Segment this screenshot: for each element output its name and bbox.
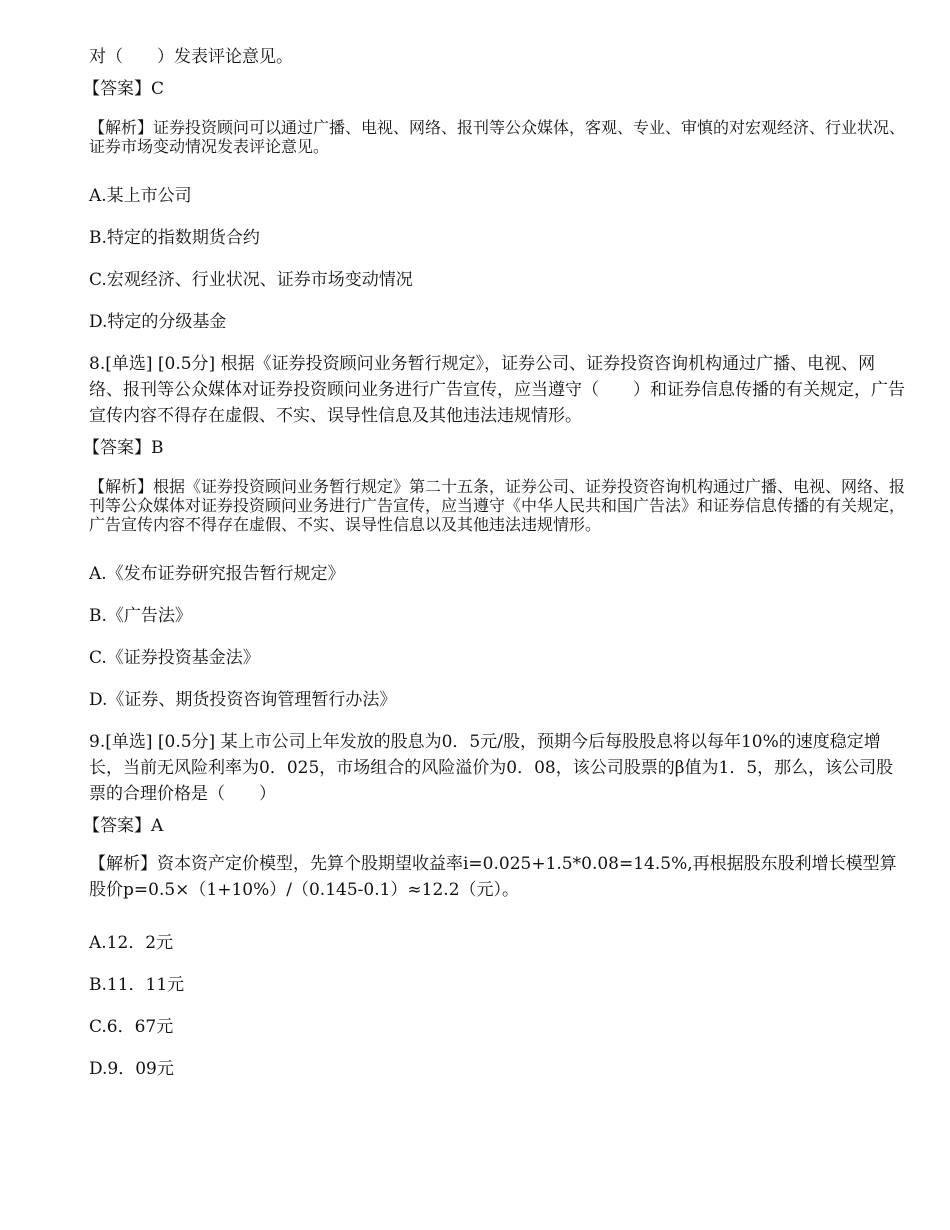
q8-option-a: A.《发布证券研究报告暂行规定》 — [89, 564, 345, 584]
q9-option-d: D.9．09元 — [89, 1059, 174, 1079]
q8-option-c: C.《证券投资基金法》 — [89, 648, 260, 668]
q8-answer: 【答案】B — [83, 438, 164, 458]
q9-explanation: 【解析】资本资产定价模型，先算个股期望收益率i=0.025+1.5*0.08=14.5%,再根据股东股利增长模型算股价p=0.5×（1+10%）/（0.145-0.1）≈12.2（元）。 — [89, 854, 897, 900]
document-page — [83, 44, 907, 1082]
q7-explanation: 【解析】证券投资顾问可以通过广播、电视、网络、报刊等公众媒体，客观、专业、审慎的对宏观经济、行业状况、证券市场变动情况发表评论意见。 — [89, 118, 906, 156]
q9-option-c: C.6．67元 — [89, 1017, 174, 1037]
q9-option-a: A.12．2元 — [89, 933, 174, 953]
q7-stem-tail: 对（ ）发表评论意见。 — [89, 47, 293, 67]
q7-option-d: D.特定的分级基金 — [89, 312, 227, 332]
q7-option-b: B.特定的指数期货合约 — [89, 228, 260, 248]
q7-answer: 【答案】C — [83, 79, 165, 99]
q8-option-d: D.《证券、期货投资咨询管理暂行办法》 — [89, 690, 397, 710]
q8-explanation: 【解析】根据《证券投资顾问业务暂行规定》第二十五条，证券公司、证券投资咨询机构通过广播、电视、网络、报刊等公众媒体对证券投资顾问业务进行广告宣传，应当遵守《中华人民共和国广告法》和证券信息传播的有关规定，广告宣传内容不得存在虚假、不实、误导性信息以及其他违法违规情形。 — [89, 477, 906, 534]
q9-option-b: B.11．11元 — [89, 975, 185, 995]
q8-option-b: B.《广告法》 — [89, 606, 192, 626]
q7-option-a: A.某上市公司 — [89, 186, 192, 206]
q9-stem: 9.[单选] [0.5分] 某上市公司上年发放的股息为0．5元/股，预期今后每股股息将以每年10%的速度稳定增长，当前无风险利率为0．025，市场组合的风险溢价为0．08，该公司股票的β值为1．5，那么，该公司股票的合理价格是（ ） — [89, 732, 894, 804]
q9-answer: 【答案】A — [83, 816, 164, 836]
q7-option-c: C.宏观经济、行业状况、证券市场变动情况 — [89, 270, 413, 290]
q8-stem: 8.[单选] [0.5分] 根据《证券投资顾问业务暂行规定》，证券公司、证券投资咨询机构通过广播、电视、网络、报刊等公众媒体对证券投资顾问业务进行广告宣传，应当遵守（ ）和证券信息传播的有关规定，广告宣传内容不得存在虚假、不实、误导性信息及其他违法违规情形。 — [89, 354, 905, 426]
